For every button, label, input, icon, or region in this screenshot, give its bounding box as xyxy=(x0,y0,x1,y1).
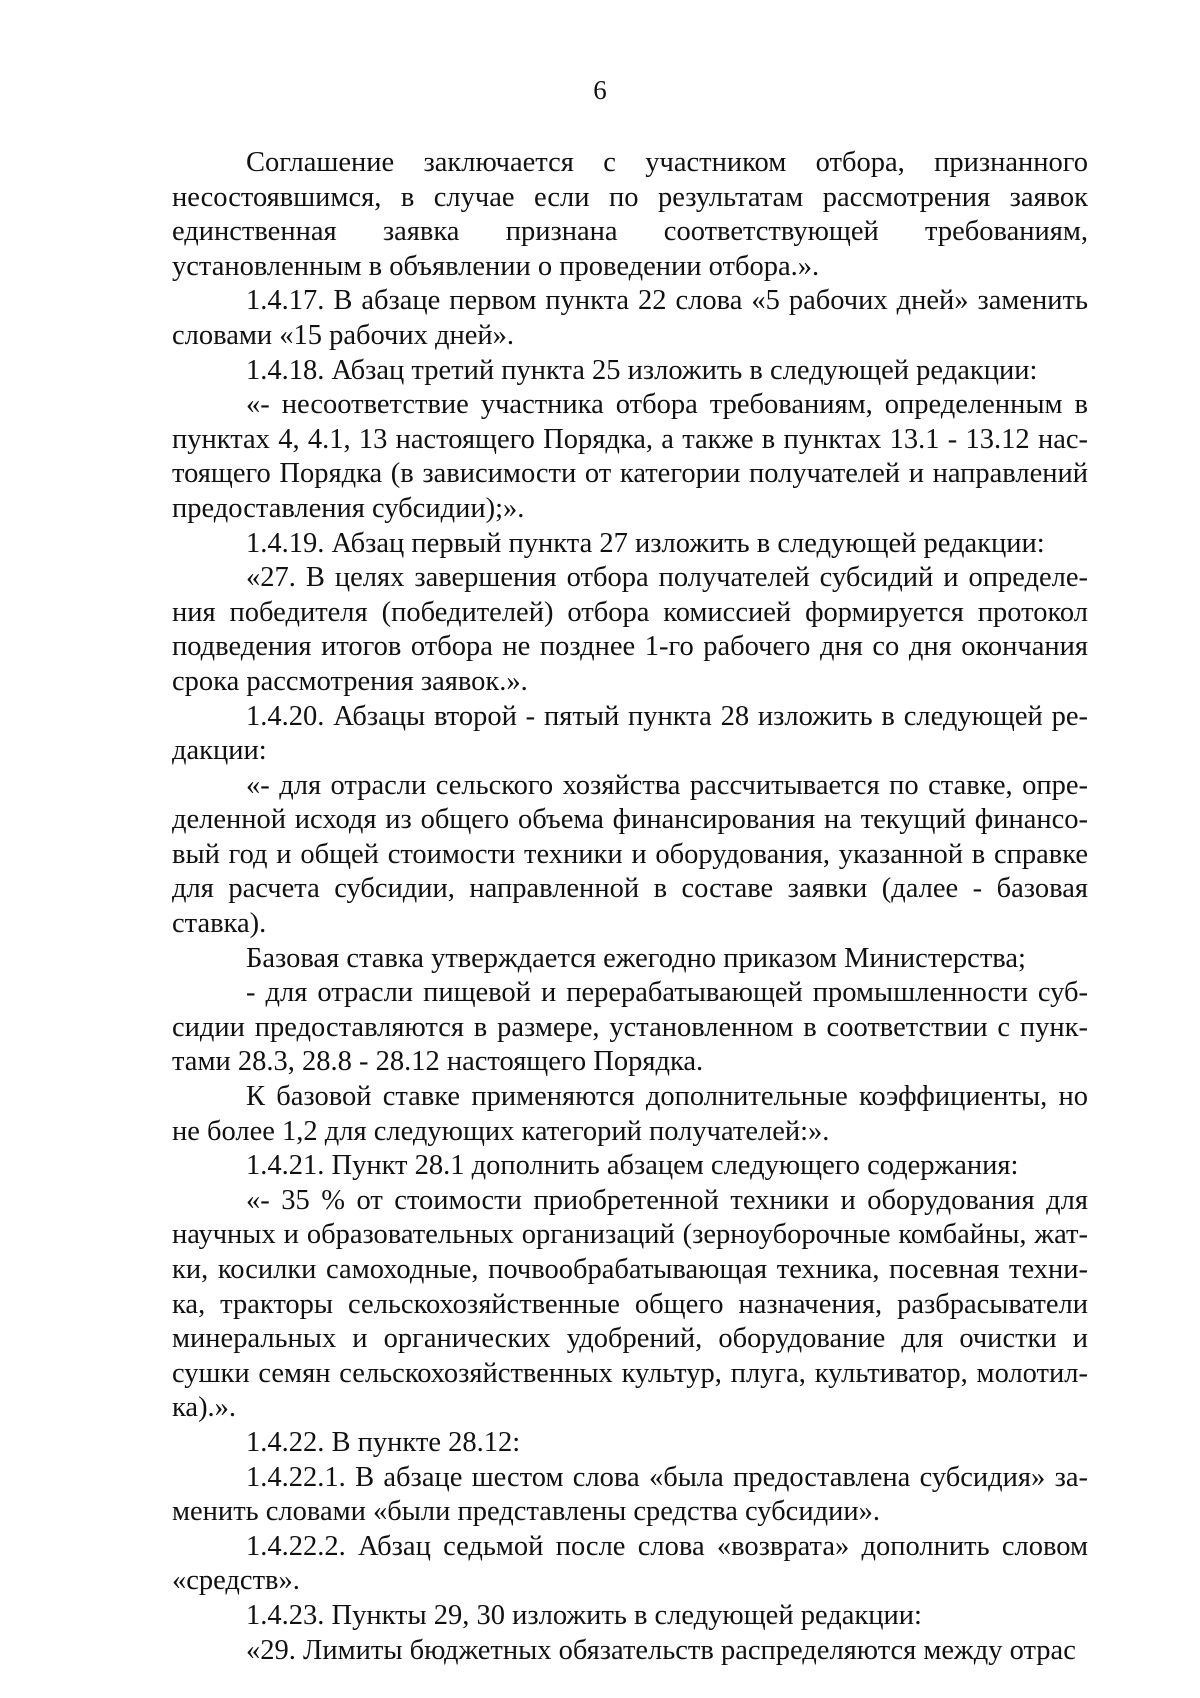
paragraph: 1.4.17. В абзаце первом пункта 22 слова «5 рабочих дней» заменить словами «15 рабочих дней». xyxy=(172,285,1088,351)
paragraph: 1.4.19. Абзац первый пункта 27 изложить в следующей редакции: xyxy=(246,527,1045,559)
paragraph: Базовая ставка утверждается ежегодно приказом Министерства; xyxy=(246,942,1026,974)
document-body xyxy=(172,146,1088,1668)
page-number: 6 xyxy=(593,75,607,105)
paragraph: К базовой ставке применяются дополнительные коэффициенты, но не более 1,2 для следующих категорий получателей:». xyxy=(172,1081,1088,1147)
paragraph: «- 35 % от стоимости приобретенной техники и оборудования для научных и образовательных организаций (зерноуборочные комбайны, жатки, косилки самоходные, почвообрабатывающая техника, посевная техника, тракторы сельскохозяйственные общего назначения, разбрасыватели минеральных и органических удобрений, оборудование для очистки и сушки семян сельскохозяйственных культур, плуга, культиватор, молотилка).». xyxy=(172,1184,1088,1424)
paragraph: «- несоответствие участника отбора требованиям, определенным в пунктах 4, 4.1, 13 настоящего Порядка, а также в пунктах 13.1 - 13.12 настоящего Порядка (в зависимости от категории получателей и направлений предоставления субсидии);». xyxy=(172,389,1088,524)
paragraph: «- для отрасли сельского хозяйства рассчитывается по ставке, определенной исходя из общего объема финансирования на текущий финансовый год и общей стоимости техники и оборудования, указанной в справке для расчета субсидии, направленной в составе заявки (далее - базовая ставка). xyxy=(172,769,1088,940)
paragraph: Соглашение заключается с участником отбора, признанного несостоявшимся, в случае если по результатам рассмотрения заявок единственная заявка признана соответствующей требованиям, установленным в объявлении о проведении отбора.». xyxy=(172,147,1088,282)
paragraph: 1.4.20. Абзацы второй - пятый пункта 28 изложить в следующей редакции: xyxy=(172,700,1088,767)
paragraph: «29. Лимиты бюджетных обязательств распределяются между отрас xyxy=(246,1634,1076,1666)
paragraph: 1.4.23. Пункты 29, 30 изложить в следующей редакции: xyxy=(246,1599,922,1631)
paragraph: 1.4.21. Пункт 28.1 дополнить абзацем следующего содержания: xyxy=(246,1150,1019,1182)
paragraph: 1.4.18. Абзац третий пункта 25 изложить в следующей редакции: xyxy=(246,354,1038,386)
paragraph: 1.4.22.1. В абзаце шестом слова «была предоставлена субсидия» заменить словами «были представлены средства субсидии». xyxy=(172,1461,1088,1528)
paragraph: «27. В целях завершения отбора получателей субсидий и определения победителя (победителей) отбора комиссией формируется протокол подведения итогов отбора не позднее 1-го рабочего дня со дня окончания срока рассмотрения заявок.». xyxy=(172,562,1088,697)
paragraph: 1.4.22.2. Абзац седьмой после слова «возврата» дополнить словом «средств». xyxy=(172,1530,1088,1597)
paragraph: 1.4.22. В пункте 28.12: xyxy=(246,1426,521,1458)
paragraph: - для отрасли пищевой и перерабатывающей промышленности субсидии предоставляются в размере, установленном в соответствии с пунктами 28.3, 28.8 - 28.12 настоящего Порядка. xyxy=(172,977,1088,1078)
